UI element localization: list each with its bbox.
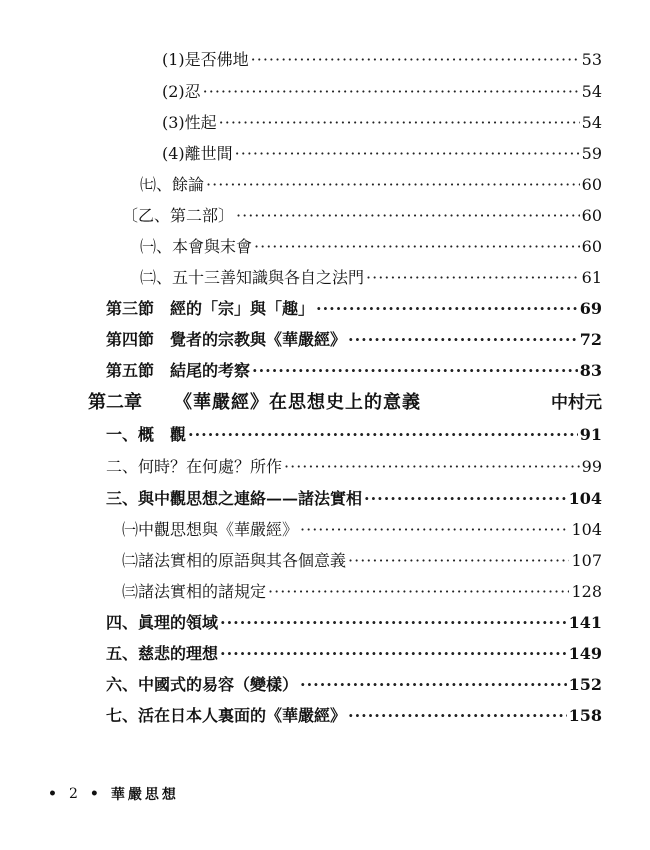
toc-entry-page: 107 — [571, 551, 602, 570]
toc-entry — [106, 361, 602, 381]
toc-entry-page: 149 — [568, 644, 602, 663]
chapter-heading — [88, 393, 602, 413]
dot-leader — [188, 425, 578, 445]
page-footer — [48, 784, 179, 804]
dot-leader — [300, 520, 569, 540]
toc-entry-label: 第四節 覺者的宗教與《華嚴經》 — [106, 330, 347, 349]
toc-entry — [122, 206, 602, 226]
toc-entry — [122, 520, 602, 540]
toc-entry-page: 60 — [581, 206, 602, 225]
toc-entry-label: (3)性起 — [162, 113, 217, 132]
dot-leader — [251, 50, 580, 70]
dot-leader — [316, 299, 578, 319]
toc-entry-label: 第三節 經的「宗」與「趣」 — [106, 299, 315, 318]
chapter-title: 《華嚴經》在思想史上的意義 — [174, 392, 421, 413]
toc-entry — [106, 706, 602, 726]
dot-leader — [220, 613, 567, 633]
toc-entry — [122, 582, 602, 602]
toc-entry — [106, 457, 602, 477]
toc-entry-page: 128 — [571, 582, 602, 601]
toc-entry-page: 99 — [581, 457, 602, 476]
dot-leader — [236, 206, 580, 226]
dot-leader — [220, 644, 567, 664]
toc-entry-label: 二、何時？在何處？所作 — [106, 457, 283, 476]
toc-entry-label: ㈦、餘論 — [140, 175, 205, 194]
toc-entry — [106, 425, 602, 445]
toc-entry — [122, 551, 602, 571]
chapter-label: 第二章 — [88, 392, 142, 413]
toc-entry-label: 六、中國式的易容（變樣） — [106, 675, 299, 694]
toc-entry-page: 91 — [579, 425, 602, 444]
toc-entry — [140, 237, 602, 257]
toc-entry — [162, 144, 602, 164]
toc-entry-label: 五、慈悲的理想 — [106, 644, 219, 663]
toc-entry-label: 第五節 結尾的考察 — [106, 361, 251, 380]
toc-entry-page: 69 — [579, 299, 602, 318]
toc-entry — [162, 82, 602, 102]
toc-entry-page: 152 — [568, 675, 602, 694]
dot-leader — [348, 330, 578, 350]
footer-page-number: 2 — [68, 786, 78, 802]
toc-entry — [162, 113, 602, 133]
dot-leader — [284, 457, 580, 477]
toc-entry-page: 60 — [581, 175, 602, 194]
dot-leader — [235, 144, 580, 164]
dot-leader — [219, 113, 580, 133]
dot-leader — [364, 489, 567, 509]
dot-leader — [206, 175, 580, 195]
toc-entry — [140, 175, 602, 195]
toc-entry-label: 七、活在日本人裏面的《華嚴經》 — [106, 706, 347, 725]
toc-entry-label: (4)離世間 — [162, 144, 233, 163]
dot-leader — [268, 582, 569, 602]
dot-leader — [348, 551, 569, 571]
chapter-author: 中村元 — [551, 393, 602, 413]
toc-entry-label: ㈡、五十三善知識與各自之法門 — [140, 268, 365, 287]
toc-entry — [162, 50, 602, 70]
toc-entry-page: 54 — [581, 113, 602, 132]
footer-bullet-left: • — [48, 786, 57, 802]
toc-entry-label: (2)忍 — [162, 82, 201, 101]
toc-entry — [106, 675, 602, 695]
toc-entry-label: 一、概 觀 — [106, 425, 187, 444]
toc-entry-page: 141 — [568, 613, 602, 632]
toc-entry-page: 59 — [581, 144, 602, 163]
toc-entry-page: 83 — [579, 361, 602, 380]
dot-leader — [203, 82, 580, 102]
toc-entry-page: 61 — [581, 268, 602, 287]
dot-leader — [366, 268, 580, 288]
toc-entry — [106, 299, 602, 319]
toc-entry-label: ㈠中觀思想與《華嚴經》 — [122, 520, 299, 539]
toc-entry-page: 104 — [568, 489, 602, 508]
toc-entry-page: 72 — [579, 330, 602, 349]
toc-entry-label: (1)是否佛地 — [162, 50, 249, 69]
dot-leader — [254, 237, 580, 257]
toc-entry — [106, 330, 602, 350]
toc-entry-page: 104 — [571, 520, 602, 539]
toc-entry-label: ㈢諸法實相的諸規定 — [122, 582, 267, 601]
toc-entry-page: 60 — [581, 237, 602, 256]
toc-entry-label: ㈠、本會與末會 — [140, 237, 253, 256]
toc-entry — [106, 613, 602, 633]
toc-entry-label: ㈡諸法實相的原語與其各個意義 — [122, 551, 347, 570]
toc-entry-page: 54 — [581, 82, 602, 101]
dot-leader — [252, 361, 578, 381]
toc-entry — [106, 644, 602, 664]
toc-entry-label: 三、與中觀思想之連絡——諸法實相 — [106, 489, 363, 508]
toc-entry — [106, 489, 602, 509]
toc-entry-page: 53 — [581, 50, 602, 69]
toc-entry-label: 〔乙、第二部〕 — [122, 206, 235, 225]
toc-entry-page: 158 — [568, 706, 602, 725]
footer-bullet-right: • — [89, 786, 99, 802]
dot-leader — [300, 675, 567, 695]
toc-entry — [140, 268, 602, 288]
footer-book-title: 華嚴思想 — [110, 787, 179, 803]
dot-leader — [348, 706, 567, 726]
toc-entry-label: 四、眞理的領域 — [106, 613, 219, 632]
